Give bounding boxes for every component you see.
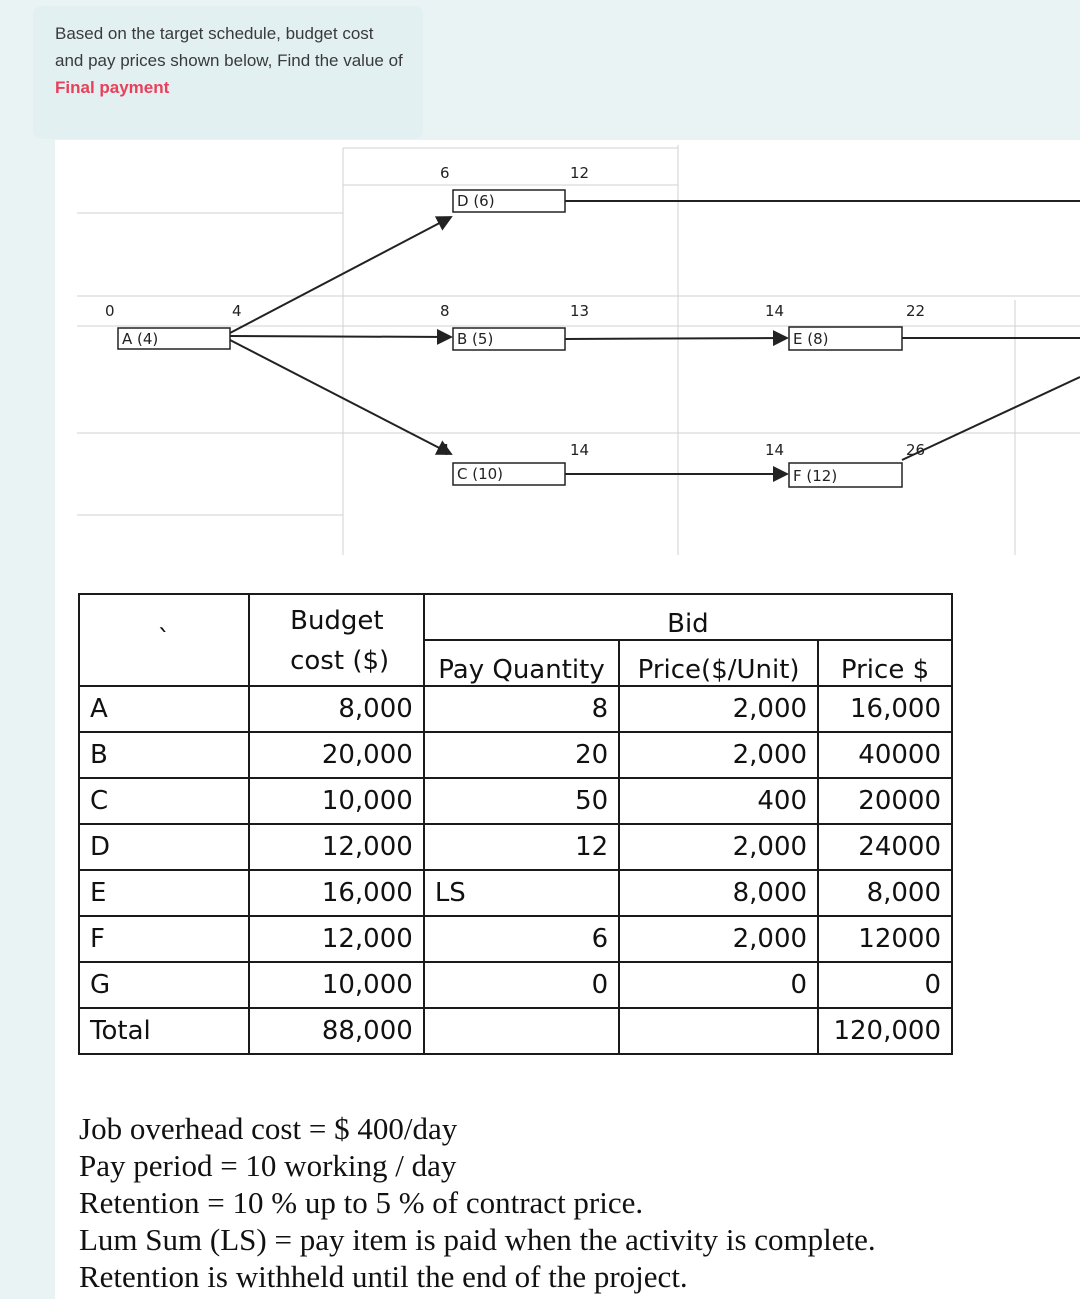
activity-D-label: D (6) (457, 192, 495, 210)
price-header: Price $ (818, 640, 952, 686)
header-tick: ` (157, 625, 171, 655)
activity-B-finish: 13 (570, 302, 590, 320)
table-row: G 10,000 0 0 0 (79, 962, 952, 1008)
question-body: Based on the target schedule, budget cost and pay prices shown below, Find the value of (55, 24, 403, 70)
activity-C-finish: 14 (570, 441, 590, 459)
activity-E-finish: 22 (906, 302, 926, 320)
table-row: D 12,000 12 2,000 24000 (79, 824, 952, 870)
activity-A-finish: 4 (232, 302, 242, 320)
activity-F-finish: 26 (906, 441, 926, 459)
activity-C (440, 441, 589, 485)
activity-D (440, 164, 589, 212)
notes (79, 1110, 1059, 1295)
table-row: A 8,000 8 2,000 16,000 (79, 686, 952, 732)
activity-E-start: 14 (765, 302, 785, 320)
activity-B-label: B (5) (457, 330, 494, 348)
activity-F-label: F (12) (793, 467, 838, 485)
table-row: E 16,000 LS 8,000 8,000 (79, 870, 952, 916)
activity-C-start: 4 (440, 441, 450, 459)
question-highlight: Final payment (55, 78, 170, 97)
activity-D-finish: 12 (570, 164, 590, 182)
activity-A-label: A (4) (122, 330, 159, 348)
pay-quantity-header: Pay Quantity (424, 640, 619, 686)
activity-D-start: 6 (440, 164, 450, 182)
table-header-row-1 (79, 594, 952, 640)
bid-header: Bid (424, 594, 952, 640)
worksheet (55, 140, 1080, 1299)
table-row: B 20,000 20 2,000 40000 (79, 732, 952, 778)
note-overhead: Job overhead cost = $ 400/day (79, 1111, 458, 1146)
note-pay-period: Pay period = 10 working / day (79, 1148, 457, 1183)
question-card (33, 6, 423, 139)
note-retention: Retention = 10 % up to 5 % of contract price. (79, 1185, 644, 1220)
cost-table (78, 593, 953, 1055)
activity-B-start: 8 (440, 302, 450, 320)
budget-header: Budget cost ($) (249, 594, 424, 686)
activity-F (765, 441, 925, 487)
note-retention-withheld: Retention is withheld until the end of the project. (79, 1259, 688, 1294)
activity-C-label: C (10) (457, 465, 504, 483)
grid-lines (77, 145, 1080, 555)
note-lump-sum: Lum Sum (LS) = pay item is paid when the activity is complete. (79, 1222, 876, 1257)
price-unit-header: Price($/Unit) (619, 640, 818, 686)
network-diagram (55, 140, 1080, 560)
activity-A-start: 0 (105, 302, 115, 320)
question-text (55, 20, 405, 101)
table-row: F 12,000 6 2,000 12000 (79, 916, 952, 962)
activity-header (79, 594, 249, 686)
total-row: Total 88,000 120,000 (79, 1008, 952, 1054)
table-row: C 10,000 50 400 20000 (79, 778, 952, 824)
activity-E-label: E (8) (793, 330, 829, 348)
activity-F-start: 14 (765, 441, 785, 459)
